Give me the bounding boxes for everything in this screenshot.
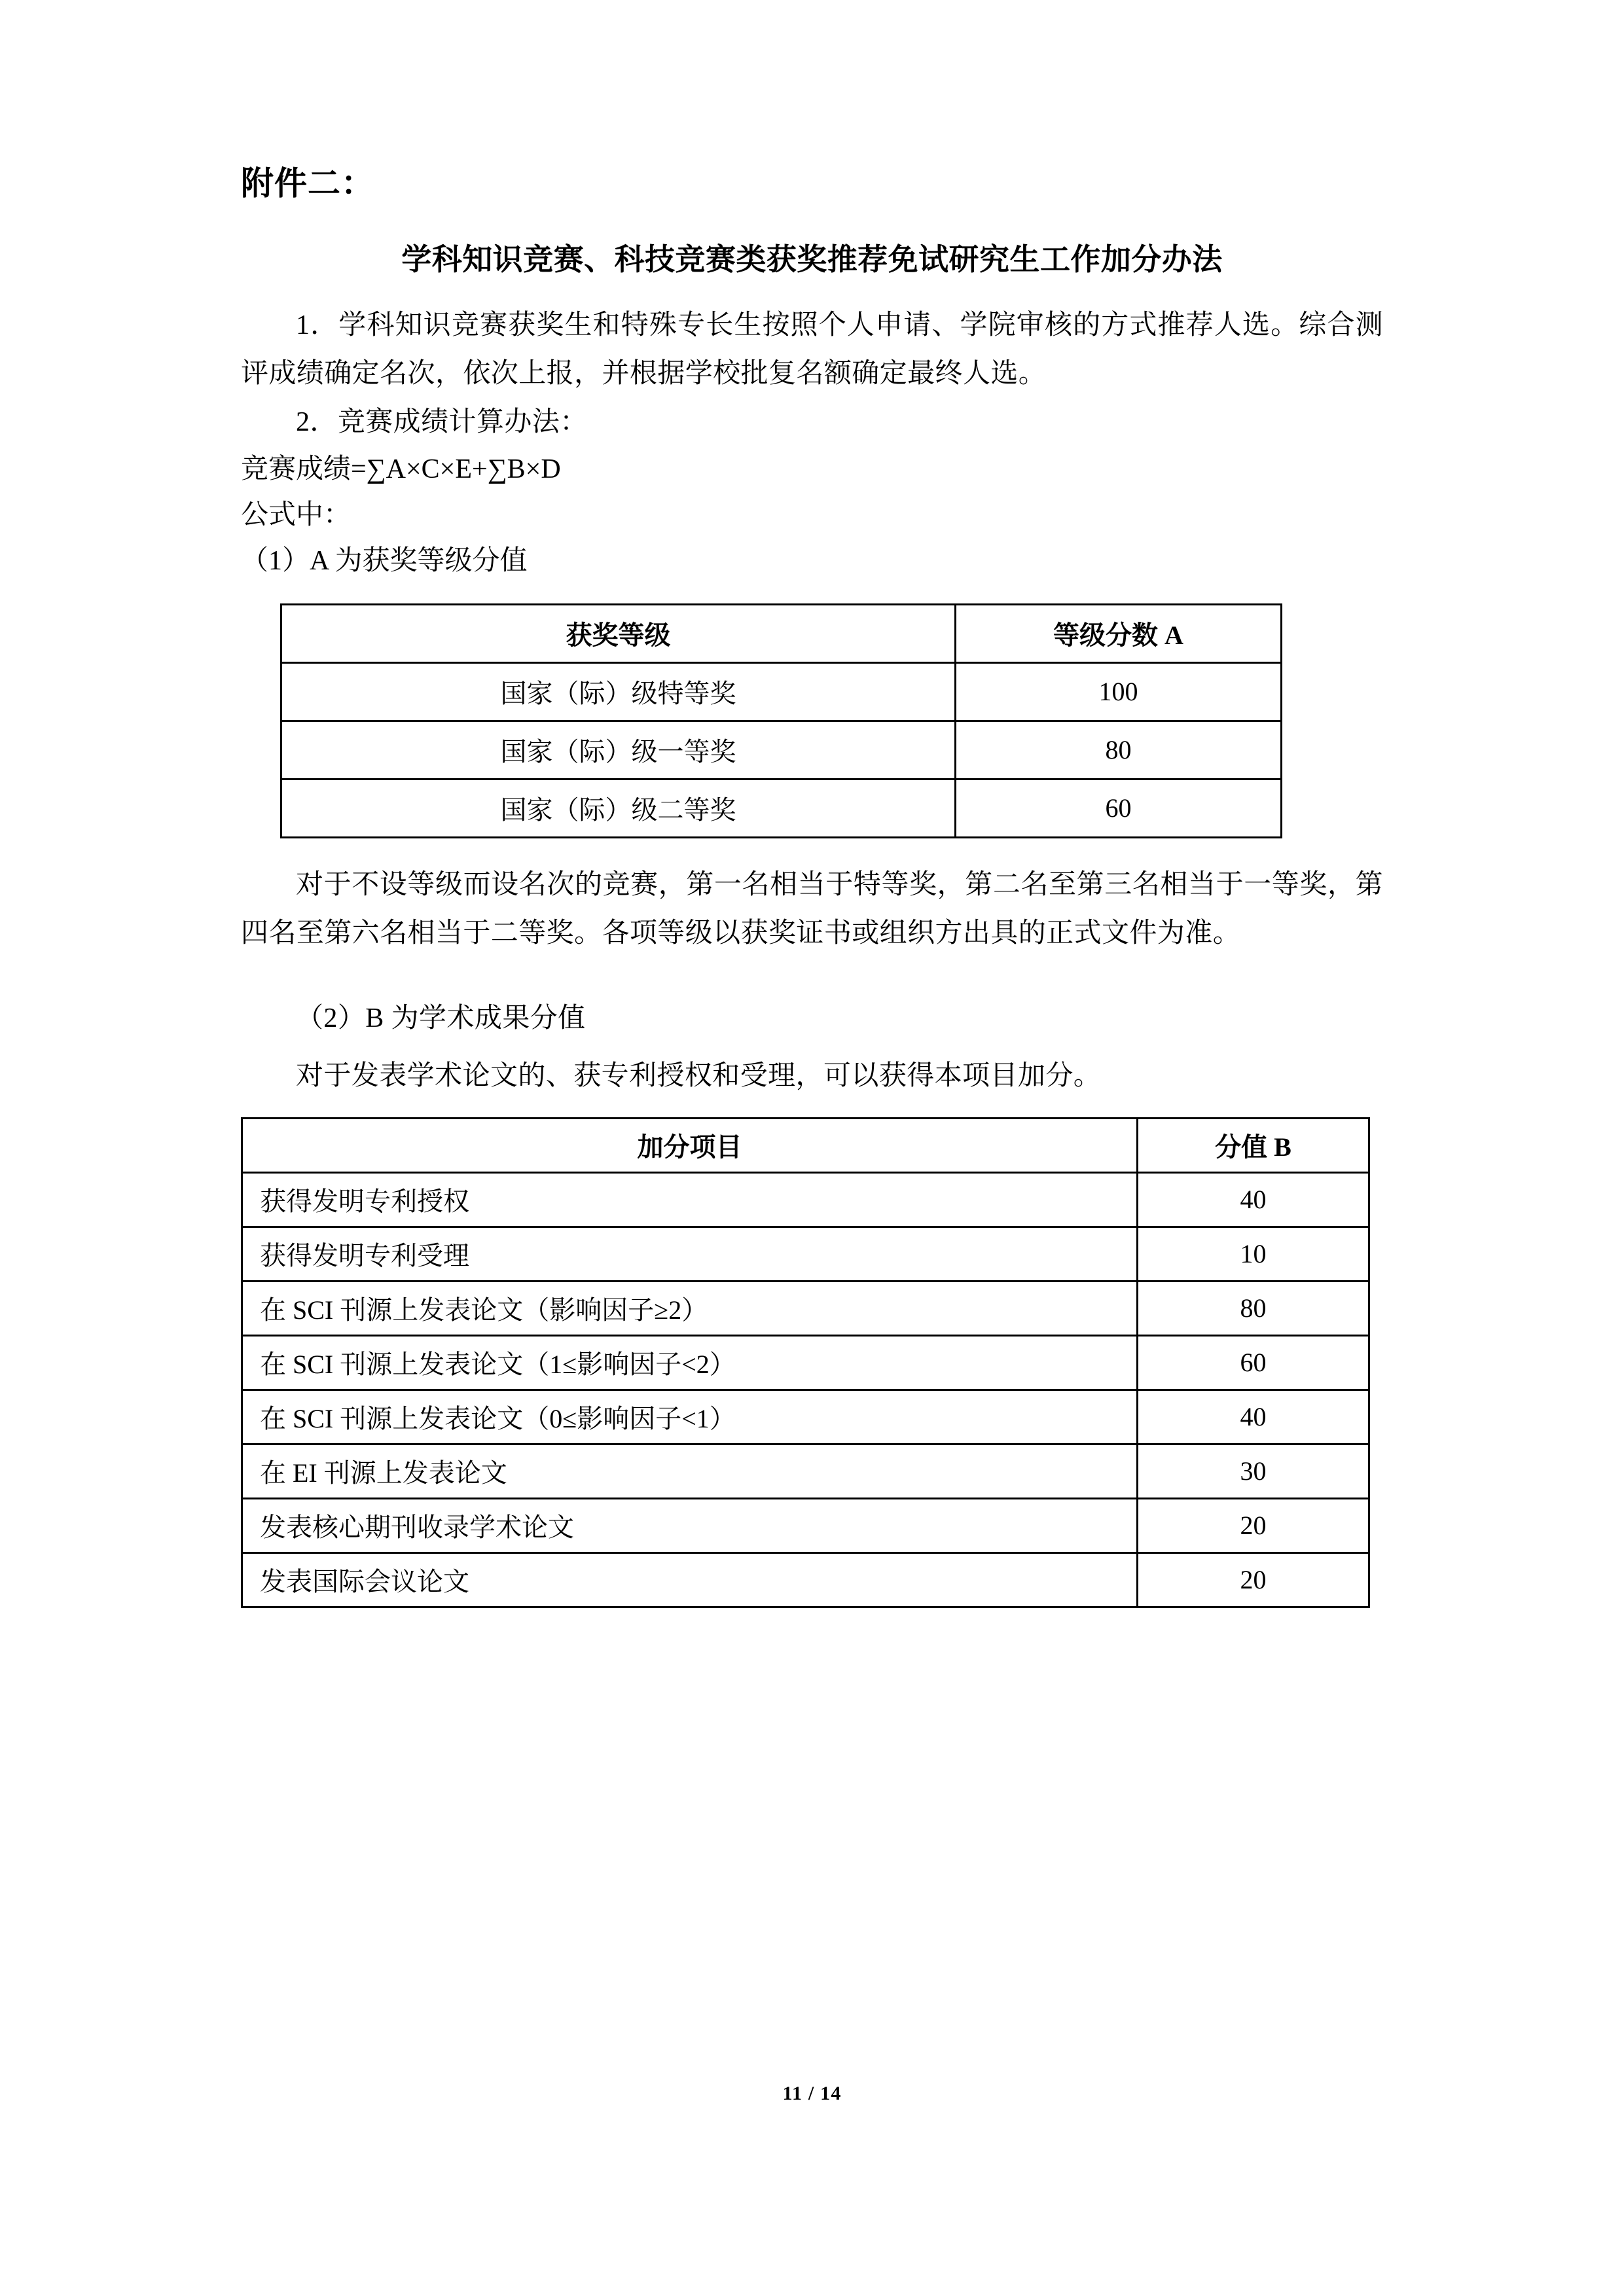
cell-bonus-score: 60: [1138, 1335, 1369, 1390]
cell-bonus-item: 在 EI 刊源上发表论文: [242, 1444, 1138, 1498]
cell-bonus-item: 在 SCI 刊源上发表论文（0≤影响因子<1）: [242, 1390, 1138, 1444]
score-formula: 竞赛成绩=∑A×C×E+∑B×D: [241, 454, 561, 484]
cell-bonus-score: 10: [1138, 1227, 1369, 1281]
table-row: [242, 1335, 1369, 1390]
cell-award-level: 国家（际）级二等奖: [281, 779, 956, 837]
page-content: [241, 164, 1383, 1608]
spacer: [241, 1043, 1383, 1052]
cell-bonus-score: 80: [1138, 1281, 1369, 1335]
cell-bonus-item: 发表国际会议论文: [242, 1552, 1138, 1607]
note-before-bonus-table: 对于发表学术论文的、获专利授权和受理，可以获得本项目加分。: [296, 1060, 1102, 1091]
cell-level-score: 60: [956, 779, 1282, 837]
table-row: [242, 1444, 1369, 1498]
page-number-footer: 11 / 14: [782, 2083, 842, 2104]
cell-bonus-score: 20: [1138, 1552, 1369, 1607]
note-after-award-table: 对于不设等级而设名次的竞赛，第一名相当于特等奖，第二名至第三名相当于一等奖，第四名至第六名相当于二等奖。各项等级以获奖证书或组织方出具的正式文件为准。: [241, 869, 1383, 948]
table-row: [242, 1281, 1369, 1335]
table-row: [242, 1227, 1369, 1281]
paragraph-item-2: 2．竞赛成绩计算办法：: [296, 406, 588, 437]
paragraph-item-1: 1．学科知识竞赛获奖生和特殊专长生按照个人申请、学院审核的方式推荐人选。综合测评成绩确定名次，依次上报，并根据学校批复名额确定最终人选。: [241, 310, 1383, 389]
column-header-bonus-item: 加分项目: [242, 1118, 1138, 1172]
spacer: [241, 958, 1383, 994]
cell-bonus-item: 获得发明专利受理: [242, 1227, 1138, 1281]
cell-award-level: 国家（际）级一等奖: [281, 721, 956, 779]
table-header-row: [281, 604, 1282, 662]
formula-intro: 公式中：: [241, 499, 352, 530]
cell-bonus-score: 40: [1138, 1172, 1369, 1227]
cell-bonus-score: 30: [1138, 1444, 1369, 1498]
table-row: [242, 1172, 1369, 1227]
cell-level-score: 80: [956, 721, 1282, 779]
section-label-a: （1）A 为获奖等级分值: [241, 545, 528, 576]
table-row: [242, 1390, 1369, 1444]
cell-award-level: 国家（际）级特等奖: [281, 662, 956, 721]
award-level-table-wrapper: [280, 603, 1383, 838]
award-level-table: [280, 603, 1282, 838]
cell-bonus-item: 在 SCI 刊源上发表论文（影响因子≥2）: [242, 1281, 1138, 1335]
column-header-award-level: 获奖等级: [281, 604, 956, 662]
table-row: [281, 721, 1282, 779]
cell-bonus-score: 20: [1138, 1498, 1369, 1552]
spacer: [241, 838, 1383, 861]
cell-bonus-score: 40: [1138, 1390, 1369, 1444]
bonus-items-table-wrapper: [241, 1117, 1383, 1608]
table-row: [242, 1552, 1369, 1607]
table-row: [281, 662, 1282, 721]
table-row: [281, 779, 1282, 837]
cell-bonus-item: 在 SCI 刊源上发表论文（1≤影响因子<2）: [242, 1335, 1138, 1390]
section-label-b: （2）B 为学术成果分值: [296, 1003, 586, 1033]
column-header-level-score: 等级分数 A: [956, 604, 1282, 662]
table-row: [242, 1498, 1369, 1552]
column-header-bonus-score: 分值 B: [1138, 1118, 1369, 1172]
cell-bonus-item: 发表核心期刊收录学术论文: [242, 1498, 1138, 1552]
bonus-items-table: [241, 1117, 1370, 1608]
cell-level-score: 100: [956, 662, 1282, 721]
table-header-row: [242, 1118, 1369, 1172]
page-title: 学科知识竞赛、科技竞赛类获奖推荐免试研究生工作加分办法: [401, 242, 1223, 277]
attachment-label: 附件二：: [241, 164, 374, 202]
cell-bonus-item: 获得发明专利授权: [242, 1172, 1138, 1227]
